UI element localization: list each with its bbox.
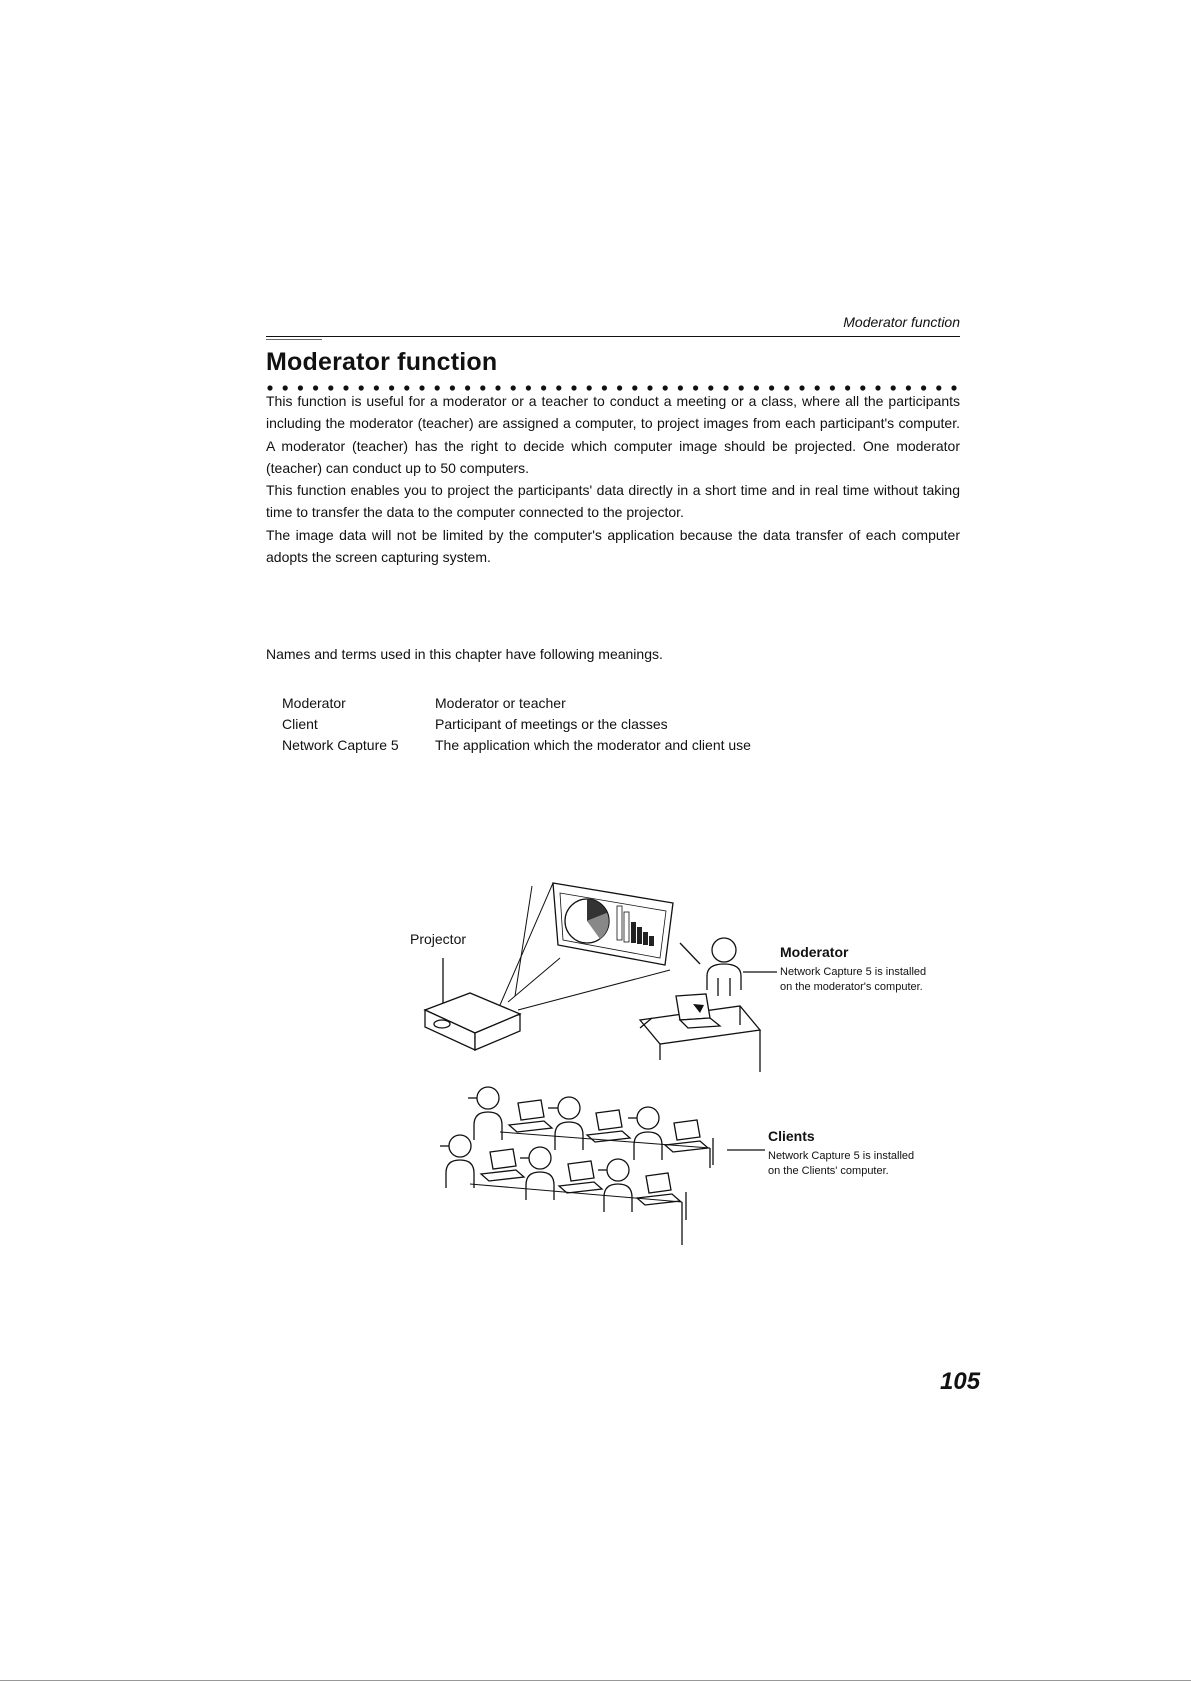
section-body <box>266 390 960 568</box>
projector-label: Projector <box>410 931 467 947</box>
term-meaning: Moderator or teacher <box>435 695 566 711</box>
term-name: Client <box>282 716 318 732</box>
running-head: Moderator function <box>843 314 960 330</box>
term-row <box>282 693 751 714</box>
laptop-icon <box>509 1100 552 1132</box>
header-rule-accent <box>266 339 322 340</box>
clients-note-line1: Network Capture 5 is installed <box>768 1150 915 1162</box>
clients-note-line2: on the Clients' computer. <box>768 1165 889 1177</box>
body-paragraph: The image data will not be limited by the computer's application because the data transfer of each computer adopts the screen capturing system. <box>266 526 960 566</box>
client-person-icon <box>440 1135 474 1188</box>
client-person-icon <box>548 1097 583 1150</box>
terms-intro: Names and terms used in this chapter have following meanings. <box>266 646 663 662</box>
term-name: Moderator <box>282 695 346 711</box>
section-title: Moderator function <box>266 348 498 376</box>
client-person-icon <box>628 1107 662 1160</box>
term-meaning: Participant of meetings or the classes <box>435 716 668 732</box>
term-row <box>282 735 751 756</box>
page-bottom-rule <box>0 1680 1191 1681</box>
term-meaning: The application which the moderator and client use <box>435 737 751 753</box>
moderator-system-illustration <box>400 858 970 1258</box>
clients-label: Clients <box>768 1128 815 1144</box>
moderator-person-icon <box>680 938 926 996</box>
page-number: 105 <box>940 1368 981 1395</box>
body-paragraph: This function enables you to project the participants' data directly in a short time and in real time without taking time to transfer the data to the computer connected to the projector. <box>266 482 960 521</box>
moderator-label: Moderator <box>780 944 849 960</box>
projection-screen <box>553 883 673 965</box>
moderator-note-line2: on the moderator's computer. <box>780 981 923 993</box>
laptop-icon <box>587 1110 630 1142</box>
client-person-icon <box>520 1147 554 1200</box>
laptop-icon <box>481 1149 524 1181</box>
clients-group <box>440 1087 914 1245</box>
laptop-icon <box>559 1161 602 1193</box>
projector-icon <box>410 931 520 1050</box>
term-row <box>282 714 751 735</box>
terms-table <box>282 693 751 756</box>
client-person-icon <box>598 1159 632 1212</box>
term-name: Network Capture 5 <box>282 737 399 753</box>
client-person-icon <box>468 1087 502 1140</box>
header-rule <box>266 336 960 337</box>
body-paragraph: This function is useful for a moderator or a teacher to conduct a meeting or a class, where all the participants including the moderator (teacher) are assigned a computer, to project images from each participant's computer. A moderator (teacher) has the right to decide which computer image should be projected. One moderator (teacher) can conduct up to 50 computers. <box>266 393 960 476</box>
moderator-note-line1: Network Capture 5 is installed <box>780 966 927 978</box>
